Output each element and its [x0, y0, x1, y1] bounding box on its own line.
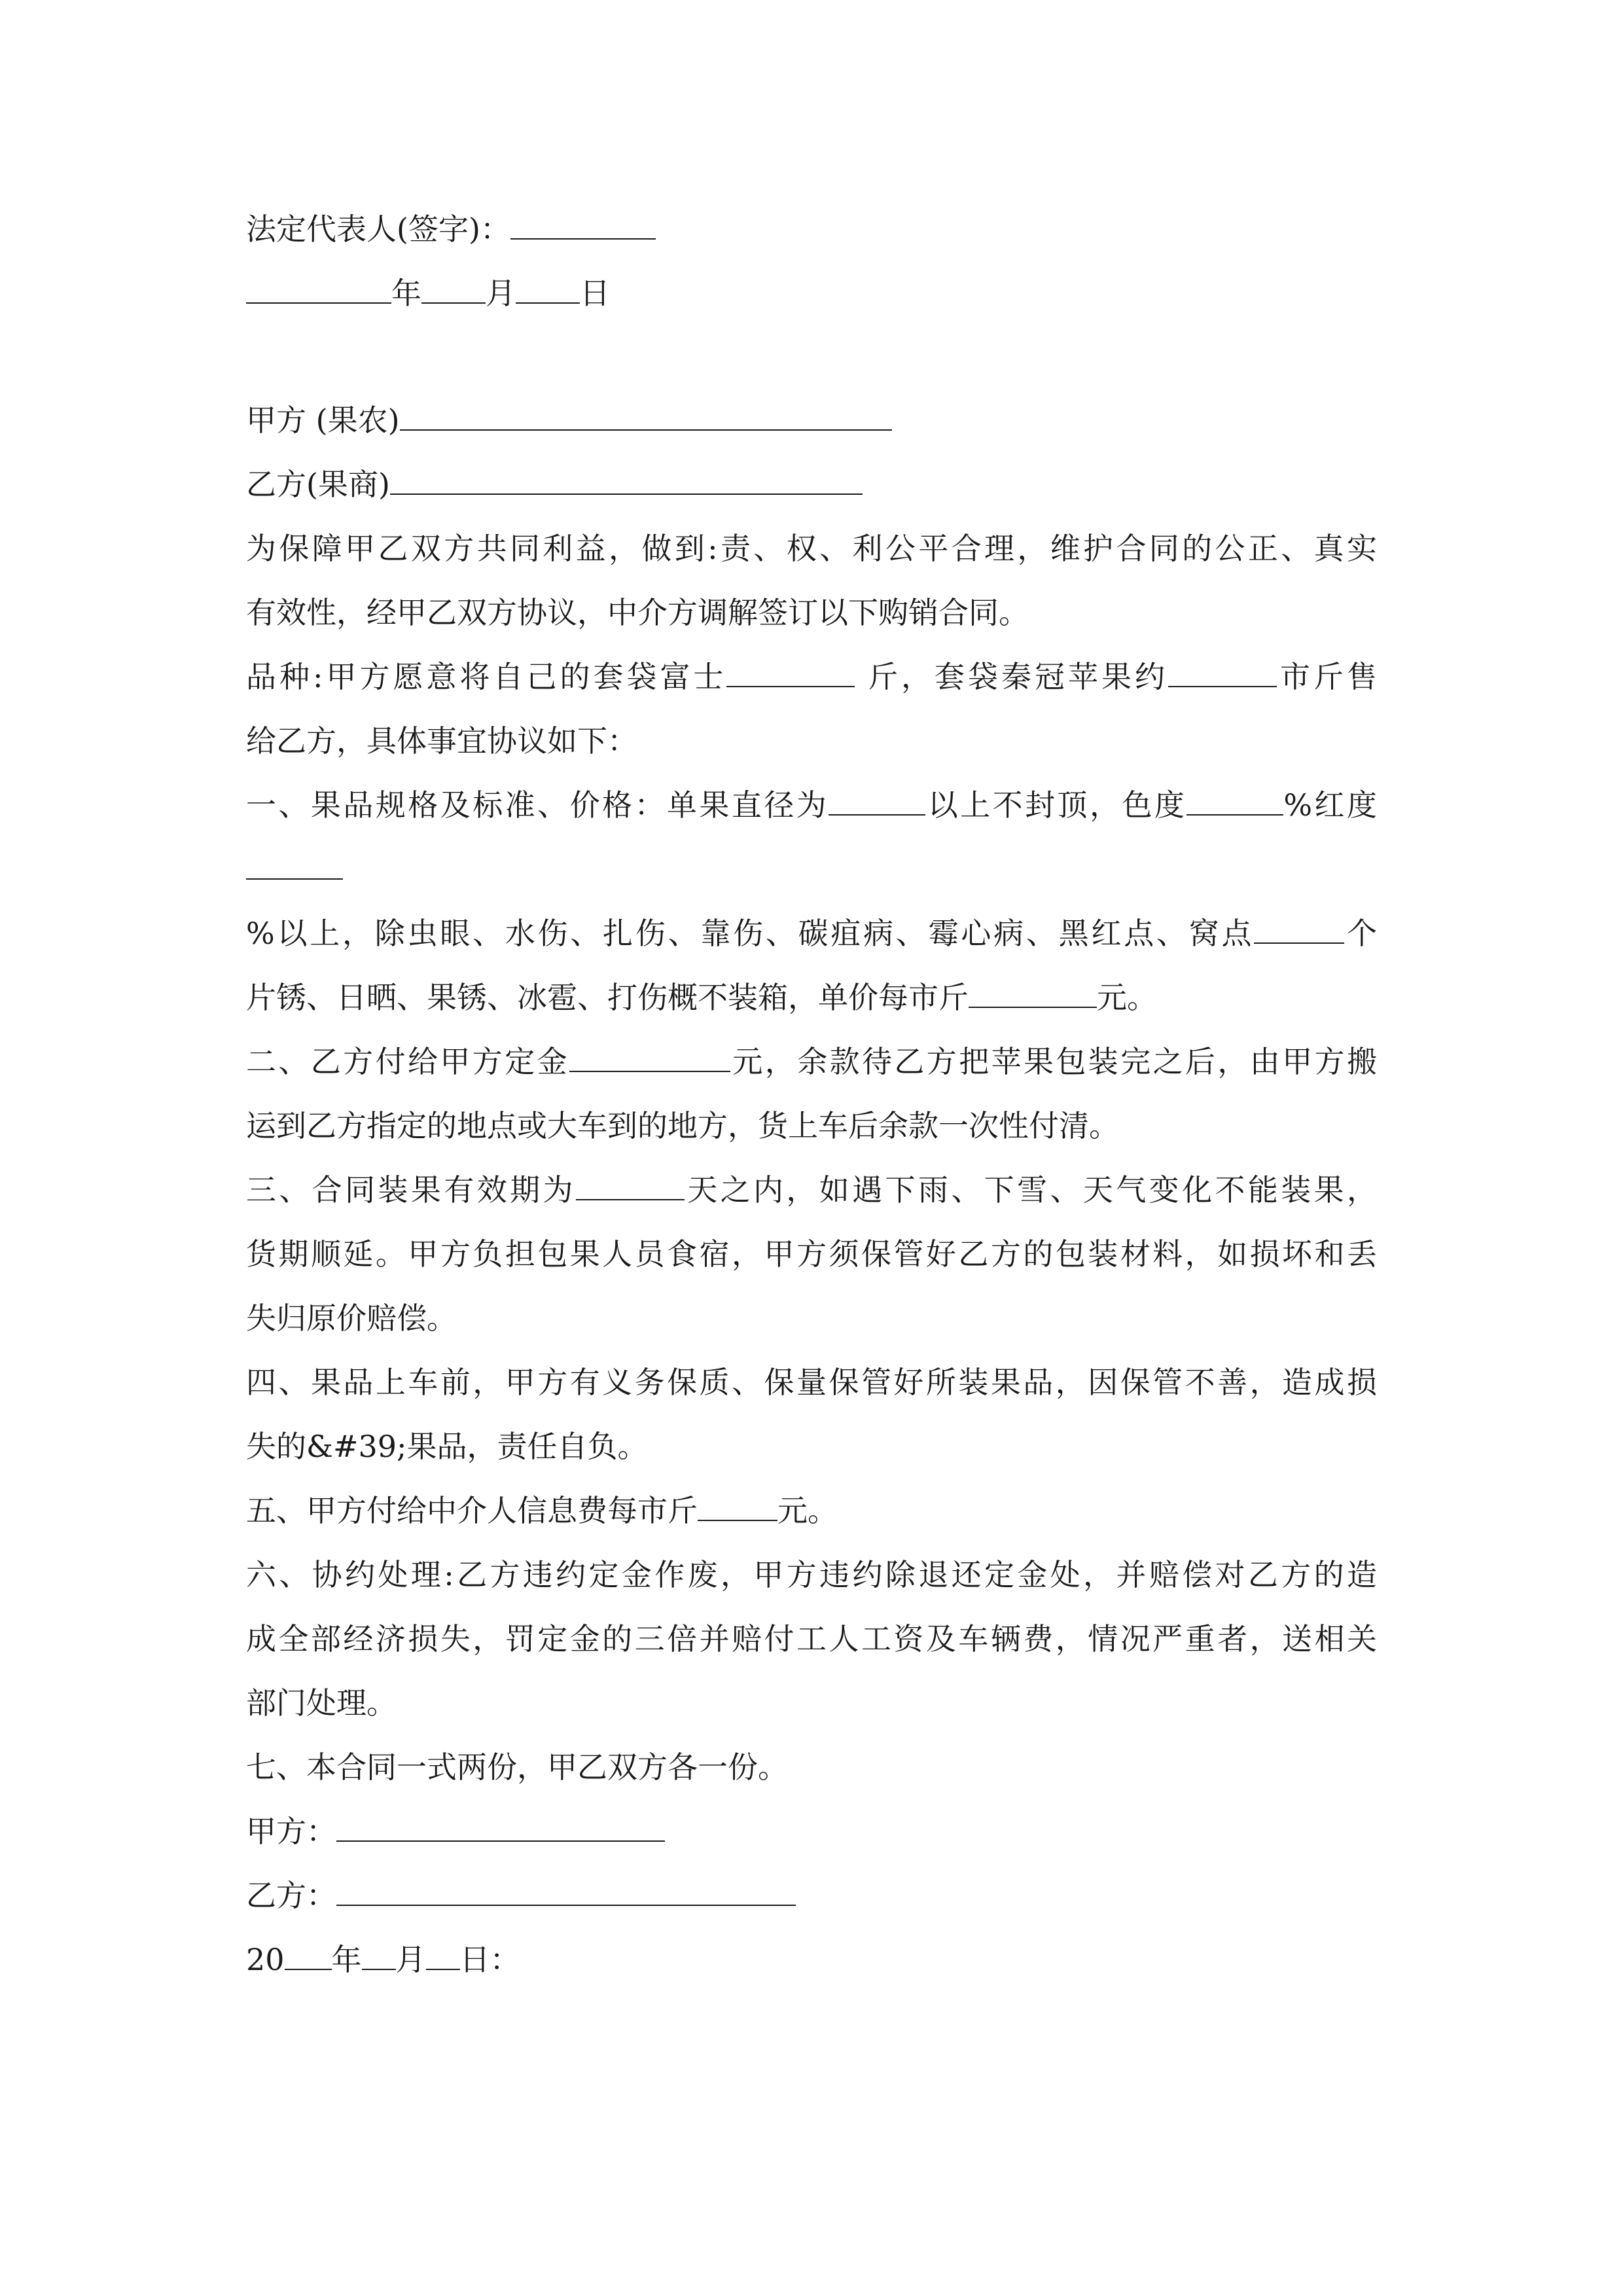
signature-month-blank[interactable] [362, 1940, 396, 1970]
clause3-line-2: 货期顺延。甲方负担包果人员食宿，甲方须保管好乙方的包装材料，如损坏和丢 [246, 1236, 1377, 1272]
header-month-char: 月 [486, 276, 516, 311]
clause1-line-3 [246, 914, 1377, 953]
signature-day-char: 日： [459, 1942, 520, 1977]
party-b-name-blank[interactable] [390, 465, 863, 495]
header-year-char: 年 [391, 276, 421, 311]
variety-line-1 [246, 657, 1377, 696]
party-b-line [246, 465, 863, 504]
variety-line-2: 给乙方，具体事宜协议如下： [246, 723, 637, 759]
validity-days-blank[interactable] [576, 1170, 685, 1200]
clause1-text-4: %以上，除虫眼、水伤、扎伤、靠伤、碳疽病、霉心病、黑红点、窝点 [246, 916, 1255, 951]
redness-blank[interactable] [246, 850, 343, 880]
header-month-blank[interactable] [421, 274, 486, 304]
deposit-blank[interactable] [569, 1042, 730, 1072]
clause5-line-1 [246, 1491, 838, 1530]
header-day-char: 日 [580, 276, 610, 311]
signature-party-b-line [246, 1876, 796, 1915]
party-a-label: 甲方 (果农) [246, 403, 400, 438]
clause5-text-1: 五、甲方付给中介人信息费每市斤 [246, 1493, 698, 1528]
clause1-line-2 [246, 850, 343, 889]
intro-line-2: 有效性，经甲乙双方协议，中介方调解签订以下购销合同。 [246, 595, 1029, 630]
header-year-blank[interactable] [246, 274, 391, 304]
clause5-text-2: 元。 [777, 1493, 838, 1528]
clause3-line-3: 失归原价赔偿。 [246, 1300, 457, 1336]
qinguan-quantity-blank[interactable] [1168, 657, 1277, 687]
header-date-line [246, 274, 610, 313]
color-degree-blank[interactable] [1186, 785, 1283, 816]
clause3-text-1: 三、合同装果有效期为 [246, 1172, 576, 1208]
clause1-text-3: %红度 [1283, 787, 1378, 823]
signature-day-blank[interactable] [426, 1940, 460, 1970]
signature-year-blank[interactable] [285, 1940, 332, 1970]
clause1-text-5: 个 [1344, 916, 1377, 951]
signature-party-b-label: 乙方： [246, 1878, 336, 1913]
variety-text-3: 市斤售 [1277, 659, 1378, 694]
agent-fee-blank[interactable] [698, 1491, 777, 1521]
fuji-quantity-blank[interactable] [726, 657, 855, 687]
clause7-line-1: 七、本合同一式两份，甲乙双方各一份。 [246, 1749, 788, 1785]
defect-count-blank[interactable] [1254, 914, 1344, 944]
clause6-line-3: 部门处理。 [246, 1685, 397, 1721]
clause1-line-4 [246, 978, 1157, 1017]
signature-party-a-blank[interactable] [336, 1812, 665, 1842]
intro-line-1: 为保障甲乙双方共同利益，做到:责、权、利公平合理，维护合同的公正、真实 [246, 531, 1377, 566]
signature-year-char: 年 [331, 1942, 362, 1977]
variety-text-1: 品种:甲方愿意将自己的套袋富士 [246, 659, 727, 694]
party-a-name-blank[interactable] [400, 401, 892, 431]
signature-date-line [246, 1940, 520, 1979]
clause6-line-1: 六、协约处理:乙方违约定金作废，甲方违约除退还定金处，并赔偿对乙方的造 [246, 1557, 1377, 1592]
clause4-line-2: 失的&#39;果品，责任自负。 [246, 1429, 648, 1464]
party-a-line [246, 401, 892, 440]
clause1-text-1: 一、果品规格及标准、价格：单果直径为 [246, 787, 829, 823]
diameter-blank[interactable] [829, 785, 925, 816]
clause6-line-2: 成全部经济损失，罚定金的三倍并赔付工人工资及车辆费，情况严重者，送相关 [246, 1621, 1377, 1657]
signature-party-a-label: 甲方： [246, 1814, 336, 1849]
clause1-text-2: 以上不封顶，色度 [925, 787, 1187, 823]
clause1-text-6: 片锈、日晒、果锈、冰雹、打伤概不装箱，单价每市斤 [246, 980, 969, 1015]
clause1-line-1 [246, 785, 1377, 825]
clause3-text-2: 天之内，如遇下雨、下雪、天气变化不能装果， [684, 1172, 1378, 1208]
legal-rep-line [246, 209, 656, 249]
clause2-text-2: 元，余款待乙方把苹果包装完之后，由甲方搬 [730, 1044, 1378, 1079]
signature-party-a-line [246, 1812, 665, 1851]
clause4-line-1: 四、果品上车前，甲方有义务保质、保量保管好所装果品，因保管不善，造成损 [246, 1365, 1377, 1400]
legal-rep-signature-blank[interactable] [510, 209, 656, 240]
unit-price-blank[interactable] [969, 978, 1097, 1008]
party-b-label: 乙方(果商) [246, 467, 390, 502]
signature-date-prefix: 20 [246, 1942, 285, 1977]
signature-month-char: 月 [395, 1942, 426, 1977]
signature-party-b-blank[interactable] [336, 1876, 796, 1906]
variety-text-2: 斤，套袋秦冠苹果约 [868, 659, 1169, 694]
header-day-blank[interactable] [516, 274, 580, 304]
clause2-text-1: 二、乙方付给甲方定金 [246, 1044, 569, 1079]
clause1-text-7: 元。 [1097, 980, 1157, 1015]
legal-rep-label: 法定代表人(签字)： [246, 211, 510, 247]
clause2-line-2: 运到乙方指定的地点或大车到的地方，货上车后余款一次性付清。 [246, 1108, 1119, 1143]
clause2-line-1 [246, 1042, 1377, 1081]
clause3-line-1 [246, 1170, 1377, 1210]
